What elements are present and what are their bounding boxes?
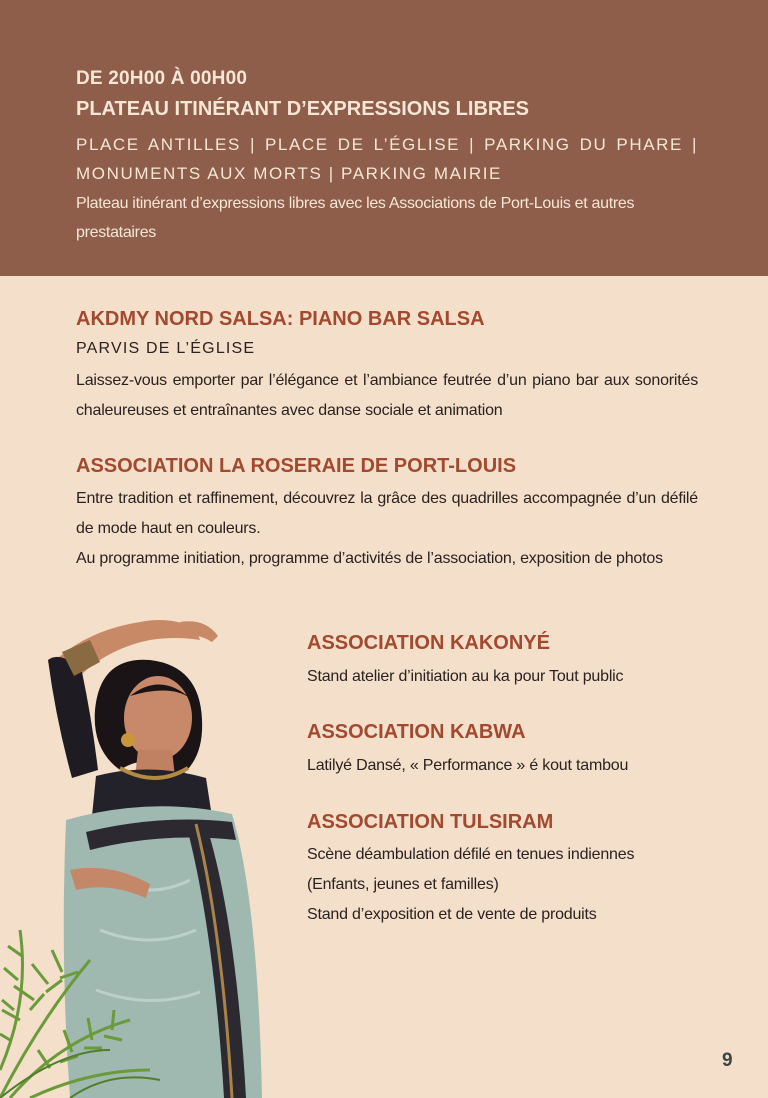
section-title-tulsiram: ASSOCIATION TULSIRAM	[307, 811, 554, 833]
section-body-kabwa: Latilyé Dansé, « Performance » é kout tambou	[307, 757, 629, 774]
section-title-kakonye: ASSOCIATION KAKONYÉ	[307, 632, 550, 654]
section-body-roseraie-2: Au programme initiation, programme d’activités de l’association, exposition de photos	[76, 550, 663, 567]
section-title-roseraie: ASSOCIATION LA ROSERAIE DE PORT-LOUIS	[76, 455, 517, 477]
event-time: DE 20H00 À 00H00	[76, 68, 248, 89]
tulsiram-line-1: Scène déambulation défilé en tenues indiennes	[307, 846, 635, 863]
page-number: 9	[722, 1050, 733, 1071]
header-band	[0, 0, 768, 276]
section-body-kakonye: Stand atelier d’initiation au ka pour Tout public	[307, 668, 624, 685]
dancer-sleeve	[48, 657, 98, 778]
section-title-akdmy: AKDMY NORD SALSA: PIANO BAR SALSA	[76, 308, 485, 330]
dancer-earring	[121, 733, 135, 747]
tulsiram-line-3: Stand d’exposition et de vente de produits	[307, 906, 597, 923]
section-body-tulsiram	[307, 840, 699, 930]
section-body-roseraie-1: Entre tradition et raffinement, découvrez la grâce des quadrilles accompagnée d’un défilé de mode haut en couleurs.	[76, 490, 698, 537]
event-places: PLACE ANTILLES | PLACE DE L’ÉGLISE | PARKING DU PHARE | MONUMENTS AUX MORTS | PARKING MAIRIE	[76, 135, 698, 183]
event-title: PLATEAU ITINÉRANT D’EXPRESSIONS LIBRES	[76, 98, 530, 120]
tulsiram-line-2: (Enfants, jeunes et familles)	[307, 876, 499, 893]
dancer-photo	[0, 600, 300, 1098]
section-location-akdmy: PARVIS DE L’ÉGLISE	[76, 340, 256, 357]
event-description: Plateau itinérant d’expressions libres avec les Associations de Port-Louis et autres prestataires	[76, 195, 635, 241]
section-title-kabwa: ASSOCIATION KABWA	[307, 721, 526, 743]
section-body-akdmy: Laissez-vous emporter par l’élégance et l’ambiance feutrée d’un piano bar aux sonorités chaleureuses et entraînantes avec danse sociale et animation	[76, 372, 698, 419]
